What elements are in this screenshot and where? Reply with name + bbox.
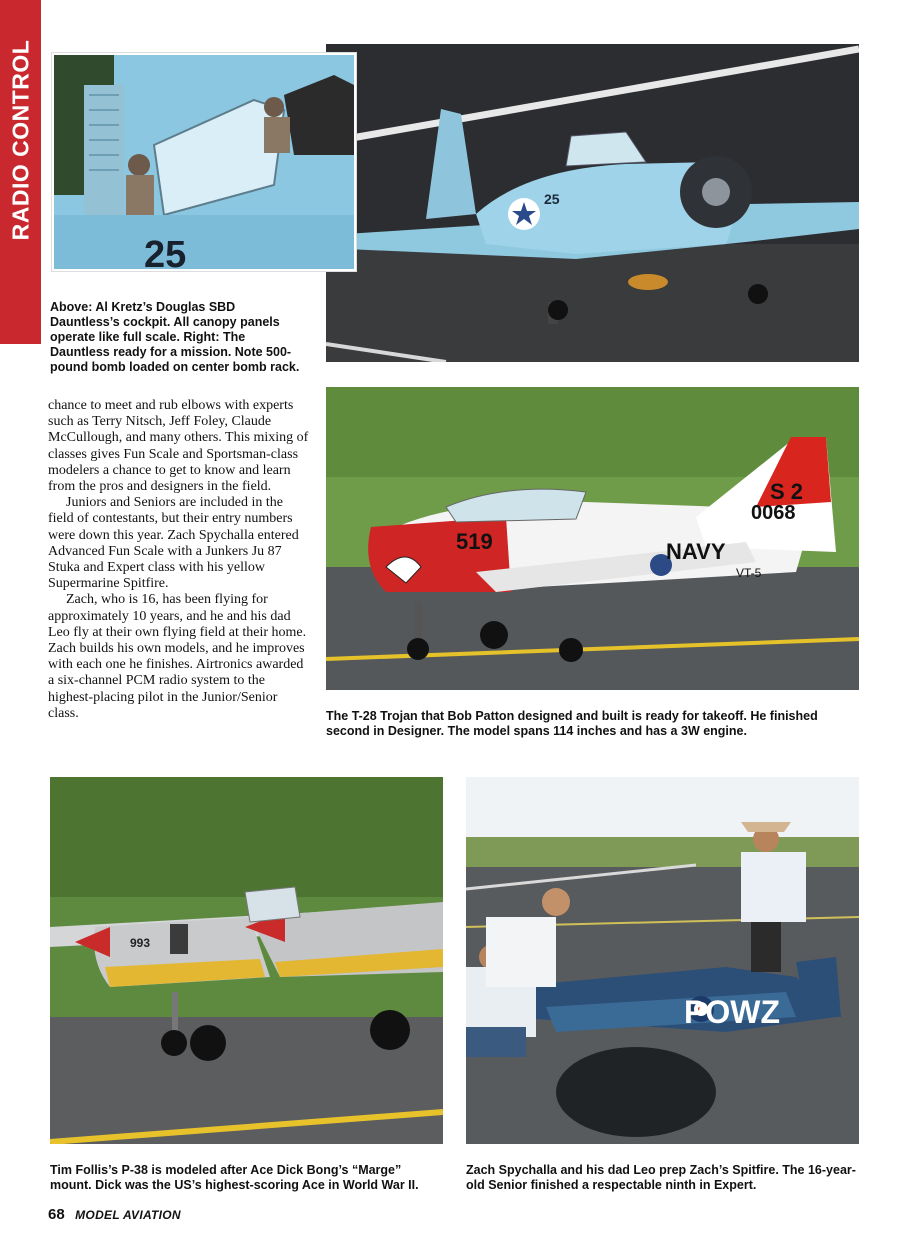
t28-fuselage-number: 519 — [456, 529, 493, 554]
photo-dauntless-taxi — [326, 44, 859, 362]
spitfire-code-letters: POWZ — [684, 994, 780, 1030]
caption-p38: Tim Follis’s P-38 is modeled after Ace Dick Bong’s “Marge” mount. Dick was the US’s highest-scoring Ace in World War II. — [50, 1163, 419, 1192]
body-paragraph: Zach, who is 16, has been flying for approximately 10 years, and he and his dad Leo fly at their own flying field at their home. Zach builds his own models, and he improves with each one he finishes. Airtronics awarded a six-channel PCM radio system to the highest-placing pilot in the Junior/Senior class. — [48, 592, 307, 721]
p38-nose-number: 993 — [130, 936, 151, 950]
photo-dauntless-cockpit — [52, 53, 356, 271]
dauntless-number: 25 — [544, 191, 560, 207]
article-body — [48, 398, 310, 722]
photo-p38 — [50, 777, 443, 1144]
body-paragraph: chance to meet and rub elbows with experts such as Terry Nitsch, Jeff Foley, Claude McCullough, and many others. This mixing of classes gives Fun Scale and Sportsman-class modelers a chance to get to know and learn from the pros and designers in the field. — [48, 398, 309, 495]
t28-tail-code: S 2 — [770, 479, 804, 504]
t28-navy-text: NAVY — [666, 539, 726, 564]
page-footer — [48, 1206, 181, 1224]
caption-t28: The T-28 Trojan that Bob Patton designed and built is ready for takeoff. He finished second in Designer. The model spans 114 inches and has a 3W engine. — [326, 709, 818, 738]
caption-dauntless: Above: Al Kretz’s Douglas SBD Dauntless’s cockpit. All canopy panels operate like full scale. Right: The Dauntless ready for a mission. Note 500-pound bomb loaded on center bomb rack. — [50, 300, 300, 374]
t28-tail-number: 0068 — [751, 502, 796, 524]
magazine-title: MODEL AVIATION — [75, 1208, 181, 1222]
caption-spitfire: Zach Spychalla and his dad Leo prep Zach’s Spitfire. The 16-year-old Senior finished a respectable ninth in Expert. — [466, 1163, 856, 1192]
body-paragraph: Juniors and Seniors are included in the field of contestants, but their entry numbers were down this year. Zach Spychalla entered Advanced Fun Scale with a Junkers Ju 87 Stuka and Expert class with his yellow Supermarine Spitfire. — [48, 495, 299, 592]
cockpit-number: 25 — [144, 234, 187, 269]
t28-squadron: VT-5 — [736, 566, 762, 580]
photo-t28 — [326, 387, 859, 690]
photo-spitfire — [466, 777, 859, 1144]
section-tab — [0, 0, 41, 344]
page-number: 68 — [48, 1206, 65, 1223]
section-label: RADIO CONTROL — [7, 39, 34, 241]
